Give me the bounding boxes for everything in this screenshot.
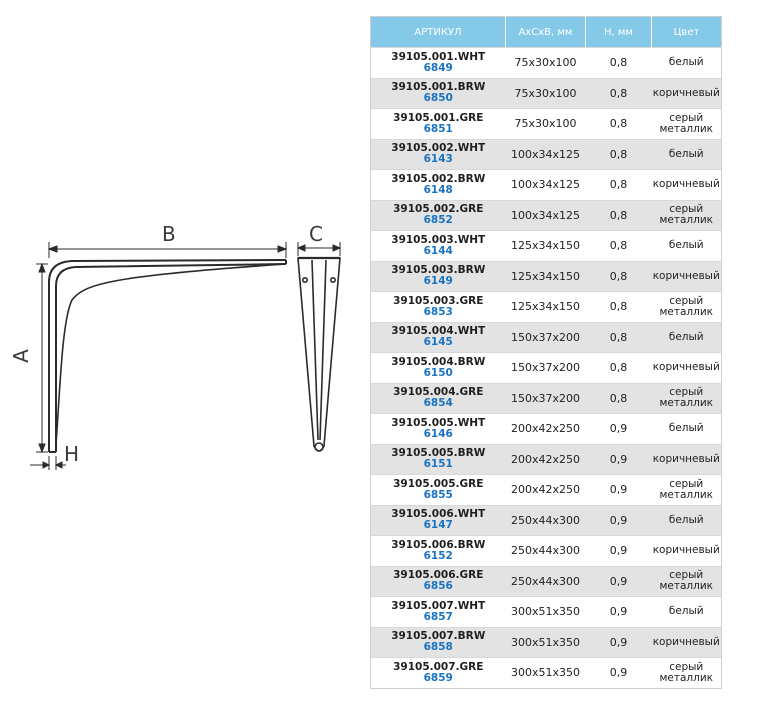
article-cell bbox=[371, 658, 506, 689]
table-row bbox=[371, 78, 722, 109]
header-color: Цвет bbox=[652, 17, 722, 48]
thickness-cell: 0,8 bbox=[586, 231, 652, 262]
article-cell bbox=[371, 48, 506, 79]
article-number: 6152 bbox=[423, 549, 453, 562]
table-header bbox=[371, 17, 722, 48]
table-row bbox=[371, 292, 722, 323]
article-code: 39105.006.WHT bbox=[391, 508, 486, 521]
table-row bbox=[371, 170, 722, 201]
article-cell bbox=[371, 139, 506, 170]
dimension-h bbox=[30, 456, 66, 470]
color-cell: коричневый bbox=[652, 261, 722, 292]
article-code: 39105.001.BRW bbox=[391, 81, 486, 94]
thickness-cell: 0,9 bbox=[586, 658, 652, 689]
thickness-cell: 0,8 bbox=[586, 170, 652, 201]
article-code: 39105.005.WHT bbox=[391, 416, 486, 429]
article-number: 6144 bbox=[423, 244, 453, 257]
article-number: 6852 bbox=[423, 214, 453, 227]
dimensions-cell: 300x51x350 bbox=[506, 597, 586, 628]
article-code: 39105.007.GRE bbox=[393, 660, 484, 673]
article-cell bbox=[371, 566, 506, 597]
bracket-technical-drawing bbox=[0, 0, 370, 724]
dimensions-cell: 100x34x125 bbox=[506, 139, 586, 170]
table-row bbox=[371, 505, 722, 536]
article-code: 39105.003.BRW bbox=[391, 264, 486, 277]
article-cell bbox=[371, 261, 506, 292]
article-number: 6857 bbox=[423, 610, 453, 623]
article-code: 39105.004.WHT bbox=[391, 325, 486, 338]
dimensions-cell: 125x34x150 bbox=[506, 292, 586, 323]
table-body bbox=[371, 48, 722, 689]
article-number: 6849 bbox=[423, 61, 453, 74]
dimensions-cell: 200x42x250 bbox=[506, 414, 586, 445]
article-number: 6851 bbox=[423, 122, 453, 135]
thickness-cell: 0,8 bbox=[586, 200, 652, 231]
dimensions-cell: 75x30x100 bbox=[506, 48, 586, 79]
table-row bbox=[371, 353, 722, 384]
article-number: 6149 bbox=[423, 275, 453, 288]
table-row bbox=[371, 322, 722, 353]
specs-table-container bbox=[370, 16, 721, 689]
dimensions-cell: 300x51x350 bbox=[506, 658, 586, 689]
color-cell: коричневый bbox=[652, 170, 722, 201]
article-code: 39105.005.BRW bbox=[391, 447, 486, 460]
dimensions-cell: 125x34x150 bbox=[506, 261, 586, 292]
thickness-cell: 0,8 bbox=[586, 139, 652, 170]
table-row bbox=[371, 48, 722, 79]
thickness-cell: 0,8 bbox=[586, 109, 652, 140]
color-cell: коричневый bbox=[652, 627, 722, 658]
article-code: 39105.004.GRE bbox=[393, 386, 484, 399]
dimensions-cell: 75x30x100 bbox=[506, 78, 586, 109]
specs-table bbox=[370, 16, 722, 689]
table-row bbox=[371, 414, 722, 445]
table-row bbox=[371, 475, 722, 506]
thickness-cell: 0,9 bbox=[586, 475, 652, 506]
thickness-cell: 0,8 bbox=[586, 78, 652, 109]
article-cell bbox=[371, 322, 506, 353]
table-row bbox=[371, 200, 722, 231]
header-dimensions: АхСхВ, мм bbox=[506, 17, 586, 48]
dimensions-cell: 300x51x350 bbox=[506, 627, 586, 658]
color-cell: коричневый bbox=[652, 78, 722, 109]
thickness-cell: 0,8 bbox=[586, 353, 652, 384]
thickness-cell: 0,9 bbox=[586, 444, 652, 475]
article-number: 6146 bbox=[423, 427, 453, 440]
color-cell: белый bbox=[652, 48, 722, 79]
article-cell bbox=[371, 597, 506, 628]
article-cell bbox=[371, 505, 506, 536]
label-a: A bbox=[8, 349, 33, 363]
dimensions-cell: 250x44x300 bbox=[506, 536, 586, 567]
article-number: 6145 bbox=[423, 336, 453, 349]
dimensions-cell: 250x44x300 bbox=[506, 505, 586, 536]
article-number: 6853 bbox=[423, 305, 453, 318]
color-cell: белый bbox=[652, 139, 722, 170]
article-code: 39105.001.WHT bbox=[391, 50, 486, 63]
table-row bbox=[371, 536, 722, 567]
article-code: 39105.006.BRW bbox=[391, 538, 486, 551]
color-cell: серый металлик bbox=[652, 109, 722, 140]
dimensions-cell: 100x34x125 bbox=[506, 200, 586, 231]
article-code: 39105.004.BRW bbox=[391, 355, 486, 368]
label-b: B bbox=[162, 222, 176, 246]
article-number: 6858 bbox=[423, 641, 453, 654]
article-cell bbox=[371, 414, 506, 445]
color-cell: серый металлик bbox=[652, 475, 722, 506]
bracket-side-view bbox=[49, 260, 286, 452]
color-cell: серый металлик bbox=[652, 200, 722, 231]
thickness-cell: 0,9 bbox=[586, 566, 652, 597]
article-code: 39105.007.BRW bbox=[391, 630, 486, 643]
article-number: 6859 bbox=[423, 671, 453, 684]
dimensions-cell: 150x37x200 bbox=[506, 383, 586, 414]
article-code: 39105.002.BRW bbox=[391, 172, 486, 185]
dimensions-cell: 100x34x125 bbox=[506, 170, 586, 201]
table-row bbox=[371, 444, 722, 475]
table-row bbox=[371, 231, 722, 262]
article-code: 39105.003.GRE bbox=[393, 294, 484, 307]
color-cell: белый bbox=[652, 505, 722, 536]
dimensions-cell: 150x37x200 bbox=[506, 322, 586, 353]
article-number: 6856 bbox=[423, 580, 453, 593]
article-cell bbox=[371, 109, 506, 140]
article-code: 39105.002.WHT bbox=[391, 142, 486, 155]
dimensions-cell: 250x44x300 bbox=[506, 566, 586, 597]
table-row bbox=[371, 383, 722, 414]
color-cell: серый металлик bbox=[652, 658, 722, 689]
bracket-drawing bbox=[0, 0, 370, 724]
dimensions-cell: 200x42x250 bbox=[506, 475, 586, 506]
thickness-cell: 0,9 bbox=[586, 627, 652, 658]
thickness-cell: 0,8 bbox=[586, 322, 652, 353]
color-cell: белый bbox=[652, 414, 722, 445]
article-cell bbox=[371, 353, 506, 384]
color-cell: серый металлик bbox=[652, 292, 722, 323]
thickness-cell: 0,9 bbox=[586, 414, 652, 445]
thickness-cell: 0,8 bbox=[586, 261, 652, 292]
article-code: 39105.003.WHT bbox=[391, 233, 486, 246]
thickness-cell: 0,9 bbox=[586, 536, 652, 567]
article-cell bbox=[371, 444, 506, 475]
color-cell: белый bbox=[652, 597, 722, 628]
color-cell: серый металлик bbox=[652, 383, 722, 414]
article-number: 6151 bbox=[423, 458, 453, 471]
article-cell bbox=[371, 383, 506, 414]
header-thickness: Н, мм bbox=[586, 17, 652, 48]
color-cell: белый bbox=[652, 231, 722, 262]
color-cell: серый металлик bbox=[652, 566, 722, 597]
article-code: 39105.001.GRE bbox=[393, 111, 484, 124]
label-h: H bbox=[64, 442, 80, 466]
color-cell: белый bbox=[652, 322, 722, 353]
dimension-a bbox=[36, 264, 48, 452]
thickness-cell: 0,8 bbox=[586, 292, 652, 323]
article-cell bbox=[371, 78, 506, 109]
dimensions-cell: 125x34x150 bbox=[506, 231, 586, 262]
article-code: 39105.005.GRE bbox=[393, 477, 484, 490]
article-cell bbox=[371, 536, 506, 567]
article-number: 6854 bbox=[423, 397, 453, 410]
article-cell bbox=[371, 231, 506, 262]
thickness-cell: 0,9 bbox=[586, 597, 652, 628]
thickness-cell: 0,8 bbox=[586, 48, 652, 79]
table-row bbox=[371, 109, 722, 140]
table-row bbox=[371, 658, 722, 689]
header-article: АРТИКУЛ bbox=[371, 17, 506, 48]
article-number: 6147 bbox=[423, 519, 453, 532]
article-cell bbox=[371, 475, 506, 506]
article-cell bbox=[371, 292, 506, 323]
article-cell bbox=[371, 200, 506, 231]
color-cell: коричневый bbox=[652, 536, 722, 567]
article-number: 6150 bbox=[423, 366, 453, 379]
article-cell bbox=[371, 627, 506, 658]
article-number: 6143 bbox=[423, 153, 453, 166]
label-c: C bbox=[309, 222, 323, 246]
color-cell: коричневый bbox=[652, 444, 722, 475]
table-row bbox=[371, 139, 722, 170]
color-cell: коричневый bbox=[652, 353, 722, 384]
article-number: 6855 bbox=[423, 488, 453, 501]
dimensions-cell: 150x37x200 bbox=[506, 353, 586, 384]
thickness-cell: 0,8 bbox=[586, 383, 652, 414]
article-code: 39105.002.GRE bbox=[393, 203, 484, 216]
table-row bbox=[371, 597, 722, 628]
table-row bbox=[371, 627, 722, 658]
article-code: 39105.007.WHT bbox=[391, 599, 486, 612]
article-number: 6850 bbox=[423, 92, 453, 105]
article-code: 39105.006.GRE bbox=[393, 569, 484, 582]
article-cell bbox=[371, 170, 506, 201]
dimensions-cell: 75x30x100 bbox=[506, 109, 586, 140]
thickness-cell: 0,9 bbox=[586, 505, 652, 536]
article-number: 6148 bbox=[423, 183, 453, 196]
dimensions-cell: 200x42x250 bbox=[506, 444, 586, 475]
table-row bbox=[371, 566, 722, 597]
table-row bbox=[371, 261, 722, 292]
bracket-front-view bbox=[298, 258, 340, 451]
